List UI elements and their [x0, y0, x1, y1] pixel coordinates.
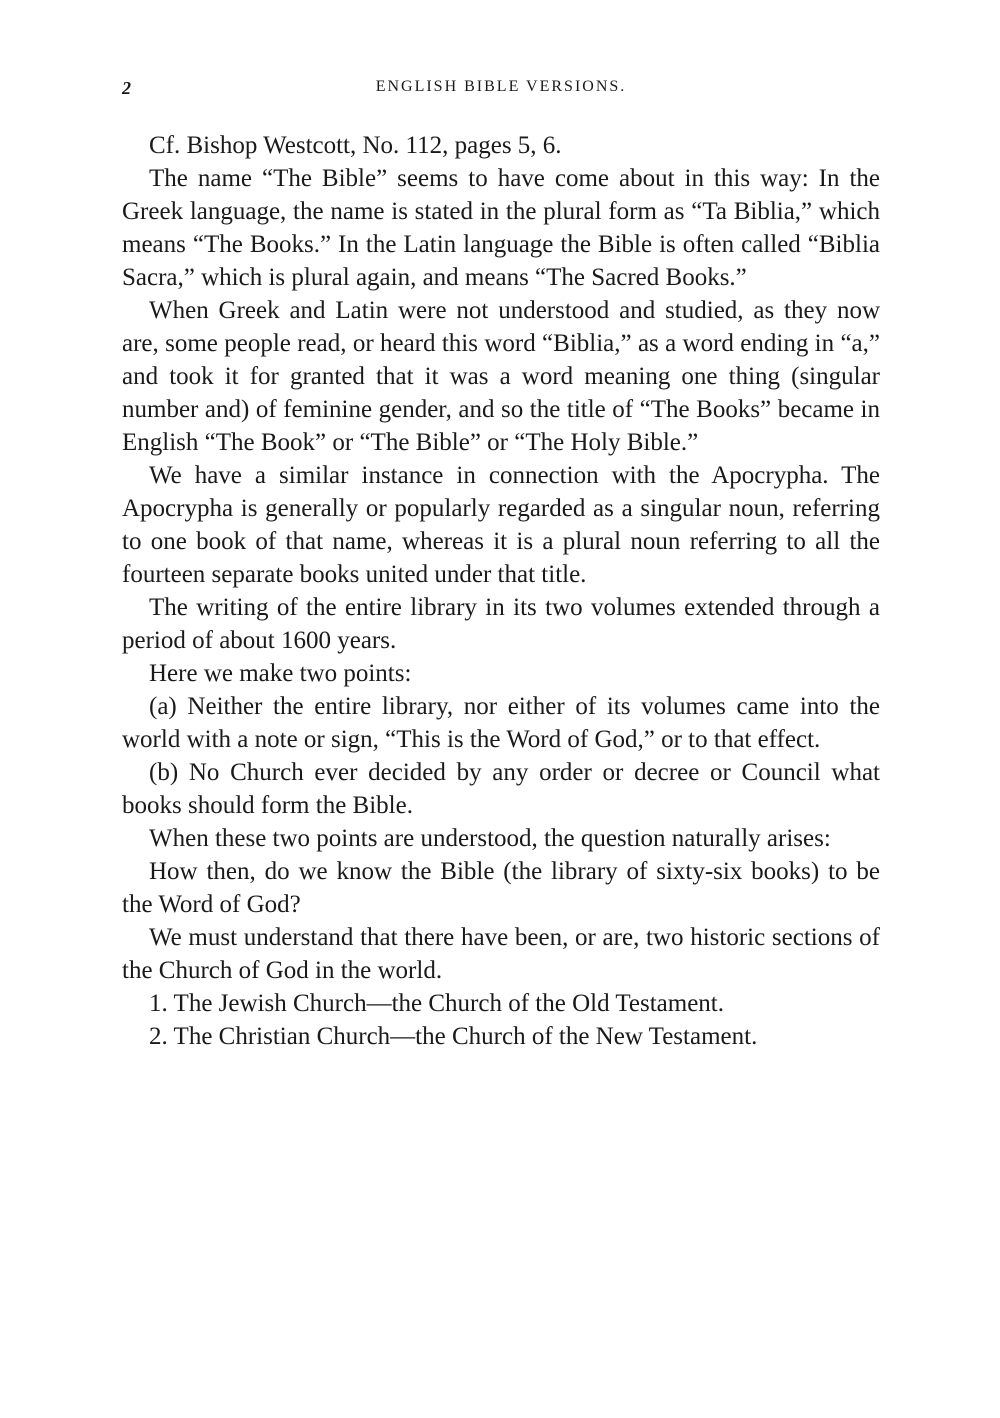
body-text [122, 129, 880, 1053]
paragraph-two-points: Here we make two points: [149, 660, 412, 687]
paragraph-name-origin: The name “The Bible” seems to have come about in this way: In the Greek language, the name is stated in the plural form as “Ta Biblia,” which means “The Books.” In the Latin language the Bible is often called “Biblia Sacra,” which is plural again, and means “The Sacred Books.” [122, 165, 880, 291]
list-item-christian-church: 2. The Christian Church—the Church of the New Testament. [149, 1023, 758, 1050]
paragraph-biblia: When Greek and Latin were not understood and studied, as they now are, some people read, or heard this word “Biblia,” as a word ending in “a,” and took it for granted that it was a word meaning one thing (singular number and) of feminine gender, and so the title of “The Books” became in English “The Book” or “The Bible” or “The Holy Bible.” [122, 297, 880, 456]
paragraph-point-a: (a) Neither the entire library, nor either of its volumes came into the world with a note or sign, “This is the Word of God,” or to that effect. [122, 693, 880, 753]
paragraph-citation: Cf. Bishop Westcott, No. 112, pages 5, 6. [149, 132, 562, 159]
paragraph-question-arises: When these two points are understood, the question naturally arises: [149, 825, 831, 852]
running-title: ENGLISH BIBLE VERSIONS. [375, 78, 627, 95]
paragraph-point-b: (b) No Church ever decided by any order or decree or Council what books should form the Bible. [122, 759, 880, 819]
list-item-jewish-church: 1. The Jewish Church—the Church of the Old Testament. [149, 990, 724, 1017]
paragraph-writing-period: The writing of the entire library in its two volumes extended through a period of about 1600 years. [122, 594, 880, 654]
paragraph-two-sections: We must understand that there have been, or are, two historic sections of the Church of God in the world. [122, 924, 880, 984]
paragraph-question: How then, do we know the Bible (the library of sixty-six books) to be the Word of God? [122, 858, 880, 918]
page-number: 2 [122, 78, 133, 98]
paragraph-apocrypha: We have a similar instance in connection with the Apocrypha. The Apocrypha is generally or popularly regarded as a singular noun, referring to one book of that name, whereas it is a plural noun referring to all the fourteen separate books united under that title. [122, 462, 880, 588]
running-head [122, 78, 880, 102]
